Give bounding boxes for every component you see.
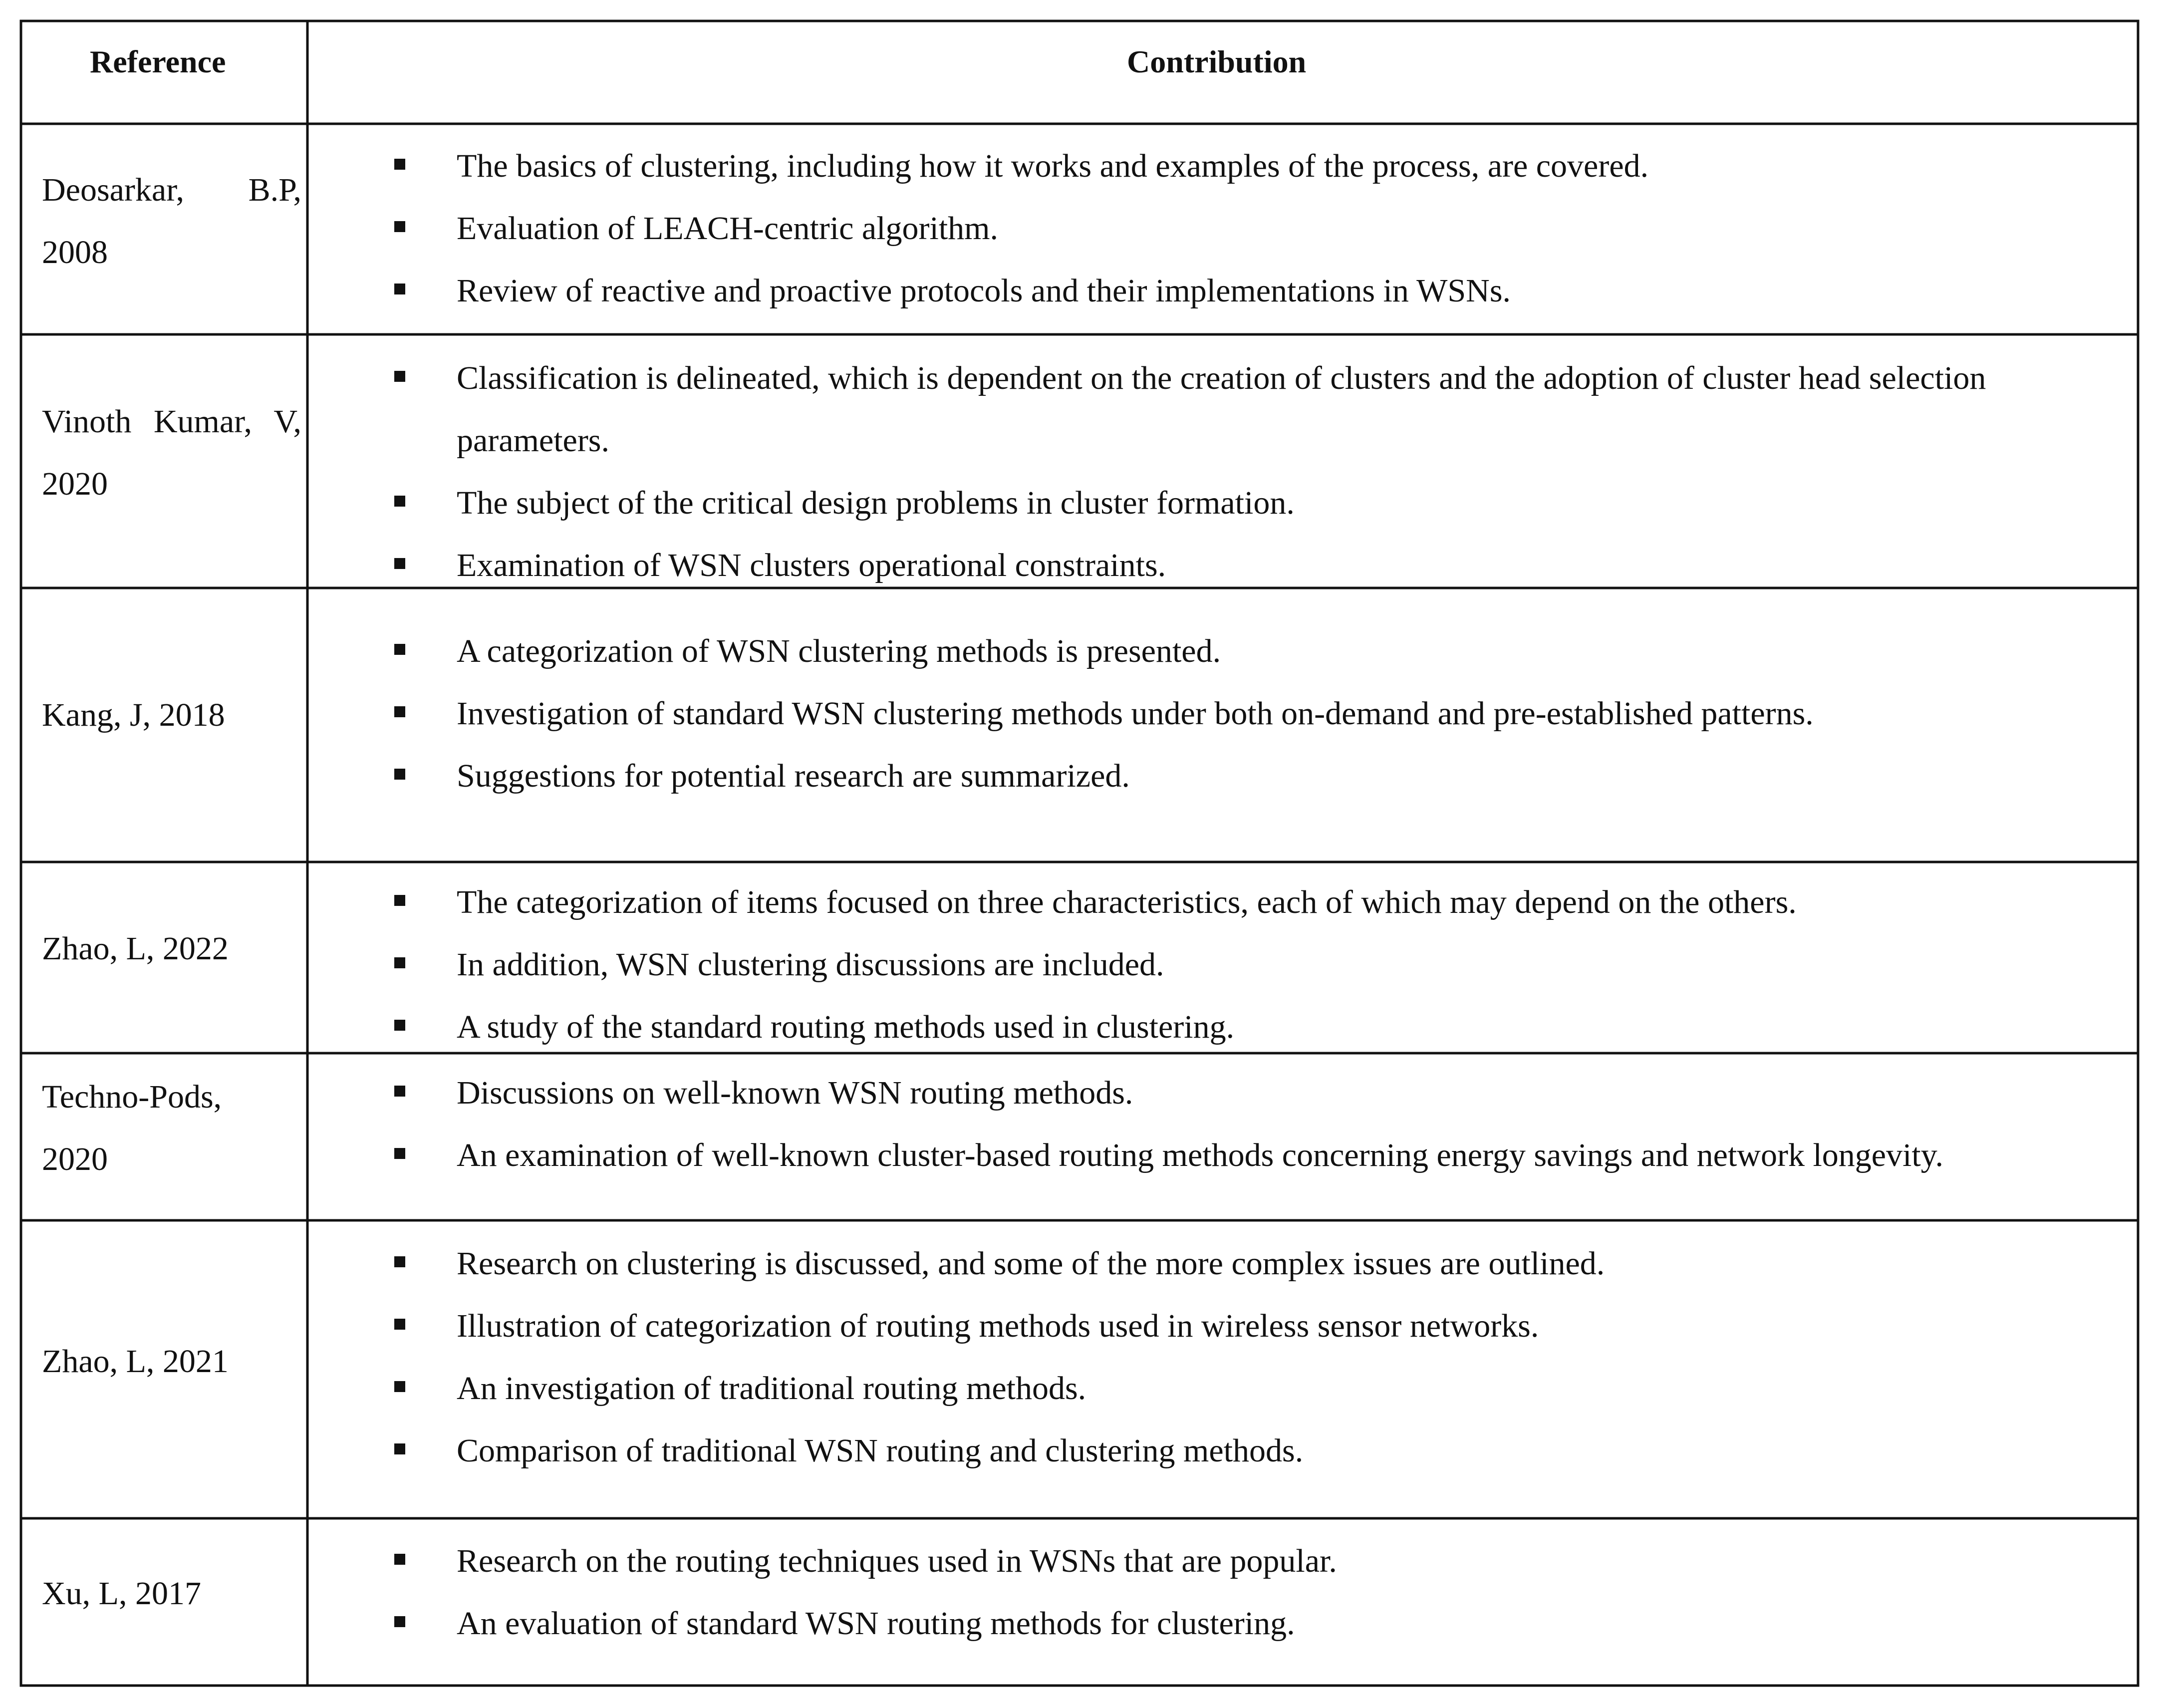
contribution-item: Research on clustering is discussed, and some of the more complex issues are outlined. xyxy=(457,1245,1605,1282)
contribution-item: Investigation of standard WSN clustering methods under both on-demand and pre-established patterns. xyxy=(457,695,1814,732)
contribution-item: Illustration of categorization of routing methods used in wireless sensor networks. xyxy=(457,1308,1539,1344)
contribution-item: An evaluation of standard WSN routing methods for clustering. xyxy=(457,1605,1295,1642)
contribution-item: An investigation of traditional routing methods. xyxy=(457,1370,1086,1407)
bullet-icon xyxy=(394,371,405,382)
contribution-item: A categorization of WSN clustering methods is presented. xyxy=(457,633,1221,669)
bullet-icon xyxy=(394,1319,405,1330)
bullet-icon xyxy=(394,1554,405,1565)
contribution-item: Discussions on well-known WSN routing methods. xyxy=(457,1075,1133,1111)
bullet-icon xyxy=(394,957,405,968)
contribution-item: The subject of the critical design problems in cluster formation. xyxy=(457,485,1295,521)
reference-cell: Kang, J, 2018 xyxy=(42,697,225,733)
bullet-icon xyxy=(394,1616,405,1627)
bullet-icon xyxy=(394,558,405,569)
contribution-item: Examination of WSN clusters operational constraints. xyxy=(457,547,1166,583)
reference-cell: Zhao, L, 2022 xyxy=(42,930,229,967)
contribution-item: Review of reactive and proactive protocols and their implementations in WSNs. xyxy=(457,273,1511,309)
contribution-item: Evaluation of LEACH-centric algorithm. xyxy=(457,210,999,247)
contribution-item: Suggestions for potential research are summarized. xyxy=(457,758,1130,794)
bullet-icon xyxy=(394,769,405,780)
reference-cell: Zhao, L, 2021 xyxy=(42,1343,229,1380)
reference-cell: Vinoth Kumar, V, 2020 xyxy=(42,403,301,502)
bullet-icon xyxy=(394,159,405,170)
bullet-icon xyxy=(394,496,405,507)
contribution-item: In addition, WSN clustering discussions are included. xyxy=(457,946,1164,983)
reference-cell: Deosarkar, B.P, 2008 xyxy=(42,172,301,271)
bullet-icon xyxy=(394,1256,405,1267)
contribution-item: Classification is delineated, which is dependent on the creation of clusters and the adoption of cluster head selection xyxy=(457,360,1986,396)
bullet-icon xyxy=(394,706,405,717)
bullet-icon xyxy=(394,221,405,232)
contribution-item: A study of the standard routing methods used in clustering. xyxy=(457,1009,1235,1045)
bullet-icon xyxy=(394,284,405,294)
bullet-icon xyxy=(394,1381,405,1392)
contribution-item-continuation: parameters. xyxy=(457,422,609,459)
bullet-icon xyxy=(394,1443,405,1454)
reference-cell: Xu, L, 2017 xyxy=(42,1575,201,1612)
contribution-item: The categorization of items focused on three characteristics, each of which may depend on the others. xyxy=(457,884,1797,920)
contribution-item: Comparison of traditional WSN routing and clustering methods. xyxy=(457,1432,1304,1469)
contribution-item: The basics of clustering, including how it works and examples of the process, are covered. xyxy=(457,148,1649,184)
contribution-item: Research on the routing techniques used in WSNs that are popular. xyxy=(457,1543,1337,1579)
bullet-icon xyxy=(394,1086,405,1097)
header-reference: Reference xyxy=(90,44,226,79)
bullet-icon xyxy=(394,644,405,655)
contribution-item: An examination of well-known cluster-based routing methods concerning energy savings and network longevity. xyxy=(457,1137,1943,1173)
header-contribution: Contribution xyxy=(1127,44,1307,79)
bullet-icon xyxy=(394,1020,405,1031)
bullet-icon xyxy=(394,895,405,906)
bullet-icon xyxy=(394,1148,405,1159)
reference-cell: Techno-Pods, 2020 xyxy=(42,1079,222,1177)
